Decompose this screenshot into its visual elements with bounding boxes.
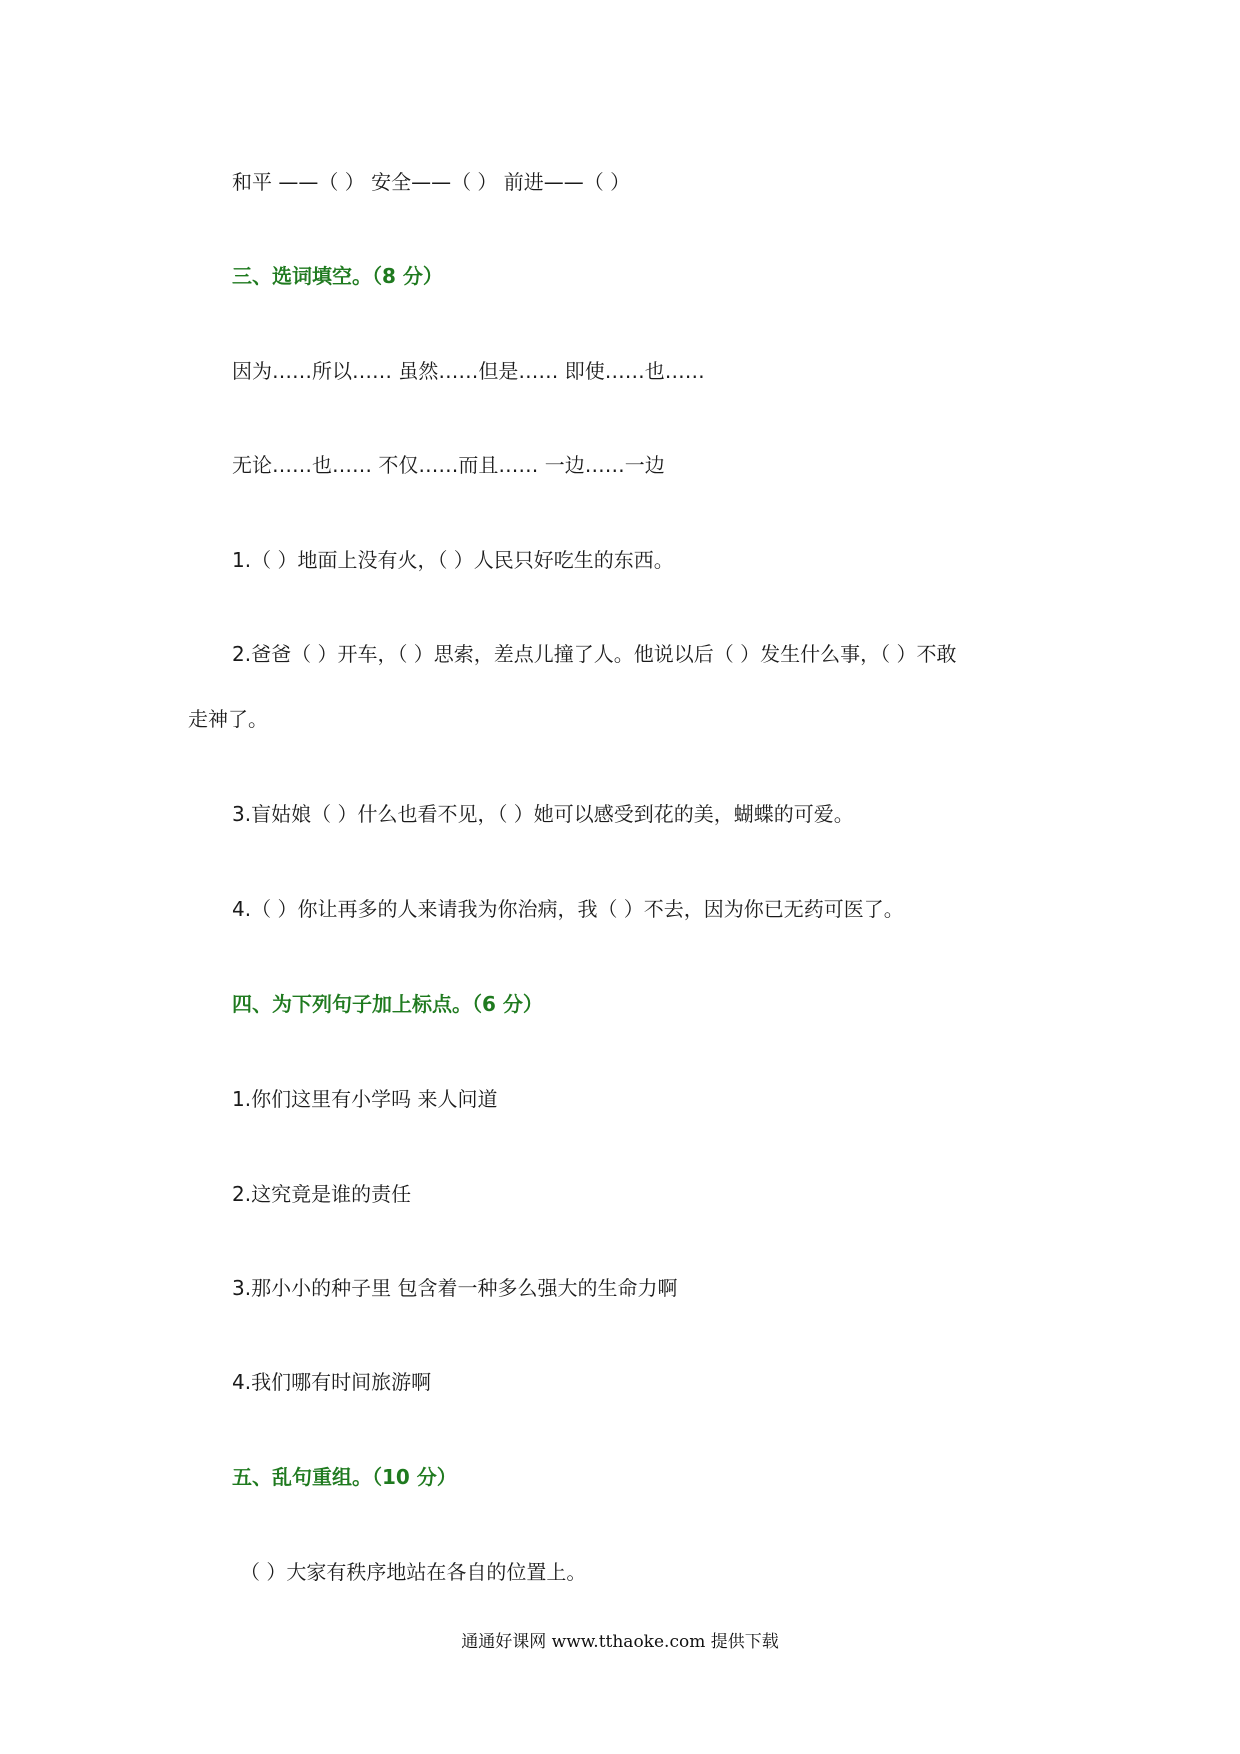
question-4-2: 2.这究竟是谁的责任 (232, 1182, 412, 1206)
page-footer: 通通好课网 www.tthaoke.com 提供下载 (461, 1632, 779, 1652)
section-5-heading: 五、乱句重组。（10 分） (232, 1465, 457, 1489)
question-3-1: 1.（ ）地面上没有火，（ ）人民只好吃生的东西。 (232, 548, 674, 572)
question-4-4: 4.我们哪有时间旅游啊 (232, 1370, 432, 1394)
word-options-line-2: 无论……也…… 不仅……而且…… 一边……一边 (232, 453, 665, 477)
question-4-3: 3.那小小的种子里 包含着一种多么强大的生命力啊 (232, 1276, 678, 1300)
question-3-2: 2.爸爸（ ）开车，（ ）思索，差点儿撞了人。他说以后（ ）发生什么事，（ ）不敢 (232, 642, 957, 666)
section-3-heading: 三、选词填空。（8 分） (232, 264, 443, 288)
antonym-line: 和平 ——（ ） 安全——（ ） 前进——（ ） (232, 170, 631, 194)
question-3-4: 4.（ ）你让再多的人来请我为你治病，我（ ）不去，因为你已无药可医了。 (232, 897, 904, 921)
word-options-line-1: 因为……所以…… 虽然……但是…… 即使……也…… (232, 359, 705, 383)
section-4-heading: 四、为下列句子加上标点。（6 分） (232, 992, 543, 1016)
question-3-3: 3.盲姑娘（ ）什么也看不见，（ ）她可以感受到花的美，蝴蝶的可爱。 (232, 802, 854, 826)
question-4-1: 1.你们这里有小学吗 来人问道 (232, 1087, 498, 1111)
question-3-2-continued: 走神了。 (188, 707, 268, 731)
question-5-1: （ ）大家有秩序地站在各自的位置上。 (240, 1560, 587, 1584)
